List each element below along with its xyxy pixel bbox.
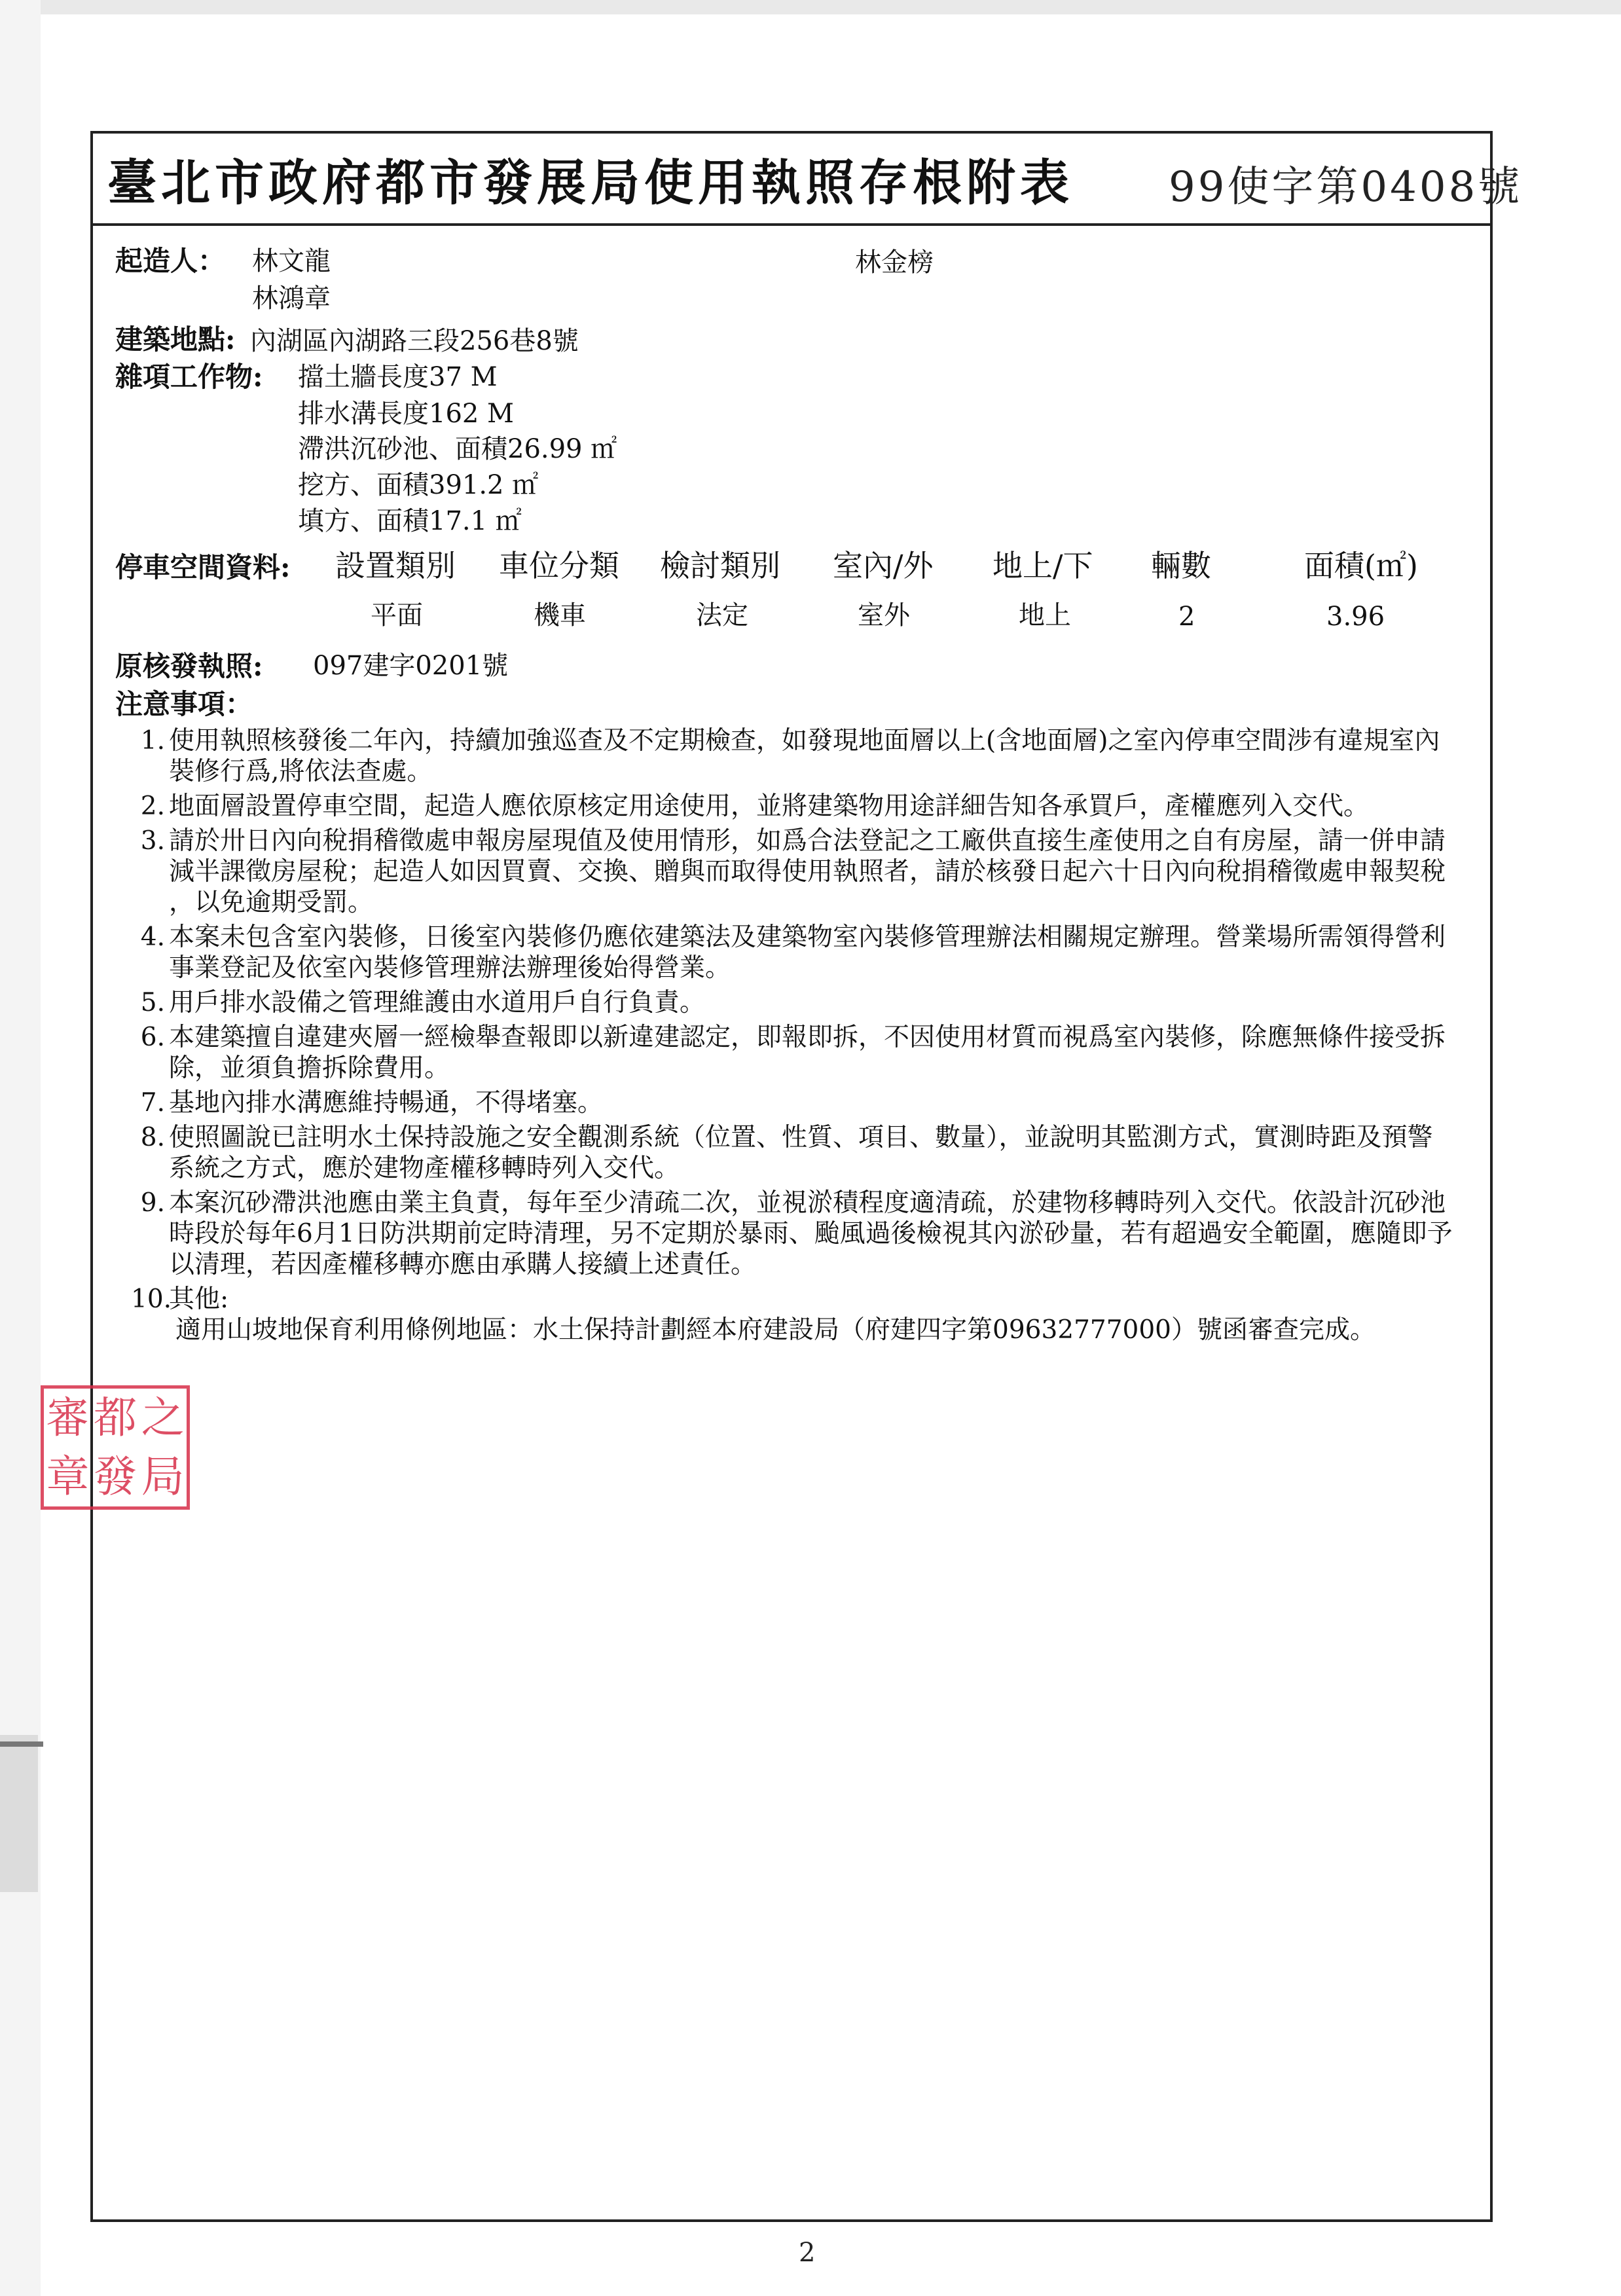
seal-char: 都 (93, 1393, 137, 1443)
note-number: 9. (140, 1188, 165, 1218)
note-line: 用戶排水設備之管理維護由水道用戶自行負責。 (169, 988, 706, 1017)
permit-number: 99使字第0408號 (1169, 163, 1523, 211)
location-label: 建築地點: (115, 323, 236, 355)
note-number: 6. (140, 1023, 165, 1052)
notes-list (131, 725, 1512, 1349)
parking-header-count: 輛數 (1151, 548, 1211, 583)
note-line: 除，並須負擔拆除費用。 (169, 1053, 450, 1083)
scan-top-edge (0, 0, 1621, 14)
parking-header-indoor-outdoor: 室內/外 (833, 548, 934, 583)
note-item (131, 1087, 1512, 1118)
note-number: 1. (140, 726, 165, 756)
notes-label: 注意事項： (115, 688, 253, 720)
note-item (131, 791, 1512, 822)
applicant-name-1: 林文龍 (252, 246, 331, 276)
note-line: 本建築擅自違建夾層一經檢舉查報即以新違建認定，即報即拆，不因使用材質而視爲室內裝修，除應無條件接受拆 (169, 1023, 1446, 1052)
misc-work-item: 挖方、面積391.2 ㎡ (298, 470, 539, 500)
note-number: 4. (140, 922, 165, 952)
note-item (131, 1284, 1512, 1345)
seal-char: 章 (46, 1451, 90, 1502)
note-line: 本案未包含室內裝修，日後室內裝修仍應依建築法及建築物室內裝修管理辦法相關規定辦理。營業場所需領得營利 (169, 922, 1446, 952)
note-line: 基地內排水溝應維持暢通，不得堵塞。 (169, 1088, 604, 1118)
scan-left-band (0, 1735, 38, 1892)
parking-cell-setup-type: 平面 (371, 600, 423, 630)
document-title: 臺北市政府都市發展局使用執照存根附表 (107, 154, 1074, 211)
parking-header-setup-type: 設置類別 (335, 548, 456, 583)
misc-work-item: 排水溝長度162 M (298, 399, 515, 429)
misc-works-label: 雜項工作物: (115, 361, 263, 393)
misc-work-item: 滯洪沉砂池、面積26.99 ㎡ (298, 434, 617, 464)
parking-cell-space-class: 機車 (534, 600, 586, 630)
original-license-label: 原核發執照: (115, 650, 263, 682)
note-line: 本案沉砂滯洪池應由業主負責，每年至少清疏二次，並視淤積程度適清疏，於建物移轉時列入交代。依設計沉砂池 (169, 1188, 1446, 1218)
applicant-name-3: 林鴻章 (252, 283, 331, 314)
parking-cell-above-below: 地上 (1019, 600, 1071, 630)
seal-char: 發 (93, 1451, 137, 1502)
note-line: ，以免逾期受罰。 (169, 888, 374, 917)
parking-header-above-below: 地上/下 (993, 548, 1093, 583)
note-line: 以清理，若因產權移轉亦應由承購人接續上述責任。 (169, 1250, 757, 1279)
seal-char: 審 (46, 1393, 90, 1443)
note-item (131, 1122, 1512, 1184)
note-line: 請於卅日內向稅捐稽徵處申報房屋現值及使用情形，如爲合法登記之工廠供直接生產使用之自有房屋，請一併申請 (169, 826, 1446, 856)
parking-cell-count: 2 (1178, 602, 1195, 632)
scan-left-edge (0, 0, 41, 2296)
note-item (131, 826, 1512, 918)
parking-cell-area: 3.96 (1326, 602, 1385, 632)
location-value: 內湖區內湖路三段256巷8號 (250, 326, 579, 356)
page-number: 2 (799, 2238, 816, 2268)
note-number: 3. (140, 826, 165, 856)
note-line: 使用執照核發後二年內，持續加強巡查及不定期檢查，如發現地面層以上(含地面層)之室內停車空間涉有違規室內 (169, 726, 1440, 756)
note-line: 裝修行爲,將依法查處。 (169, 757, 433, 786)
parking-header-area: 面積(㎡) (1304, 548, 1418, 583)
note-number: 10. (131, 1285, 172, 1314)
note-item (131, 1188, 1512, 1280)
parking-cell-indoor-outdoor: 室外 (858, 600, 910, 630)
note-line: 使照圖說已註明水土保持設施之安全觀測系統（位置、性質、項目、數量），並說明其監測方式，實測時距及預警 (169, 1123, 1433, 1152)
parking-label: 停車空間資料: (115, 551, 291, 583)
note-line: 時段於每年6月1日防洪期前定時清理，另不定期於暴雨、颱風過後檢視其內淤砂量，若有超過安全範圍，應隨即予 (169, 1219, 1453, 1248)
note-item (131, 922, 1512, 983)
official-seal-stamp (41, 1385, 190, 1510)
note-number: 2. (140, 792, 165, 821)
note-line: 系統之方式，應於建物產權移轉時列入交代。 (169, 1154, 680, 1183)
note-line: 其他: (169, 1285, 229, 1314)
note-item (131, 987, 1512, 1018)
seal-char: 局 (141, 1451, 185, 1502)
seal-char: 之 (141, 1393, 185, 1443)
applicant-name-2: 林金榜 (855, 247, 934, 278)
misc-work-item: 擋土牆長度37 M (298, 362, 498, 392)
note-line: 減半課徵房屋稅；起造人如因買賣、交換、贈與而取得使用執照者，請於核發日起六十日內向稅捐稽徵處申報契稅 (169, 857, 1446, 886)
original-license-value: 097建字0201號 (313, 651, 509, 681)
parking-cell-review-type: 法定 (696, 600, 748, 630)
note-item (131, 725, 1512, 787)
note-line: 事業登記及依室內裝修管理辦法辦理後始得營業。 (169, 953, 731, 983)
scan-left-line (0, 1741, 43, 1747)
note-line: 地面層設置停車空間，起造人應依原核定用途使用，並將建築物用途詳細告知各承買戶，產權應列入交代。 (169, 792, 1370, 821)
title-row (90, 131, 1523, 226)
note-line: 適用山坡地保育利用條例地區：水土保持計劃經本府建設局（府建四字第09632777000）號函審查完成。 (175, 1315, 1375, 1345)
note-number: 8. (140, 1123, 165, 1152)
parking-header-review-type: 檢討類別 (660, 548, 780, 583)
misc-work-item: 填方、面積17.1 ㎡ (298, 506, 522, 536)
note-number: 5. (140, 988, 165, 1017)
parking-header-space-class: 車位分類 (499, 548, 619, 583)
note-item (131, 1022, 1512, 1084)
applicant-label: 起造人： (115, 245, 226, 277)
note-number: 7. (140, 1088, 165, 1118)
